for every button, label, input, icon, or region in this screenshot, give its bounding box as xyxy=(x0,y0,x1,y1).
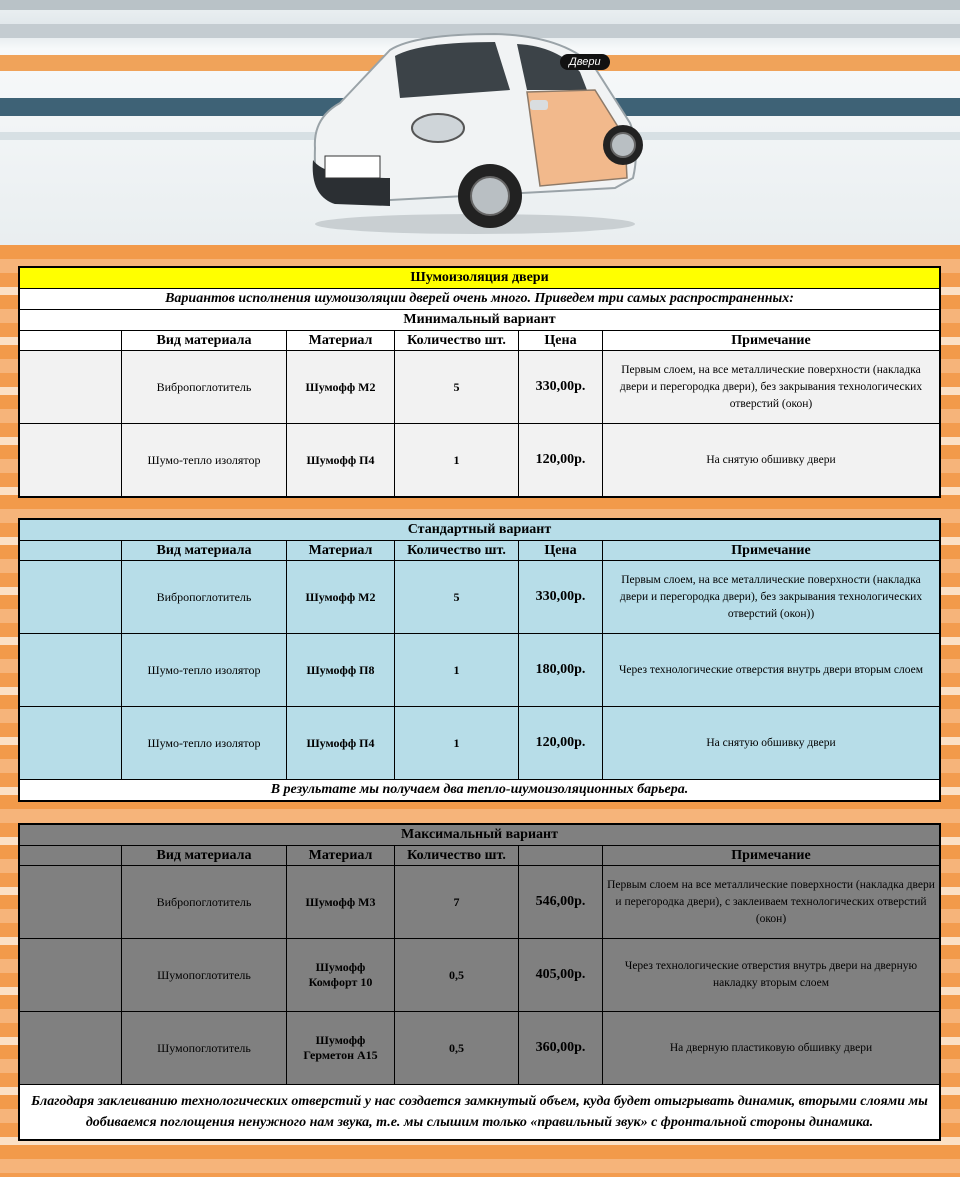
standard-header-row xyxy=(20,541,940,561)
doc-title-row xyxy=(20,268,940,289)
price-cell: 330,00р. xyxy=(519,561,603,634)
table-row xyxy=(20,634,940,707)
qty-cell: 1 xyxy=(395,424,519,497)
qty-cell: 1 xyxy=(395,634,519,707)
standard-result: В результате мы получаем два тепло-шумоизоляционных барьера. xyxy=(20,780,940,801)
material-cell: Шумофф М2 xyxy=(287,561,395,634)
qty-cell: 5 xyxy=(395,351,519,424)
header-qty: Количество шт. xyxy=(395,846,519,866)
header-note: Примечание xyxy=(603,331,940,351)
note-cell: Первым слоем на все металлические поверхности (накладка двери и перегородка двери), с заклеиваем технологических отверстий (окон) xyxy=(603,866,940,939)
qty-cell: 1 xyxy=(395,707,519,780)
material-cell: Шумофф П4 xyxy=(287,707,395,780)
hero-stripe xyxy=(0,0,960,10)
note-cell: На снятую обшивку двери xyxy=(603,707,940,780)
note-cell: На дверную пластиковую обшивку двери xyxy=(603,1012,940,1085)
standard-variant-block xyxy=(18,518,941,802)
maximal-variant-block xyxy=(18,823,941,1141)
header-price-empty xyxy=(519,846,603,866)
intro-row xyxy=(20,289,940,310)
standard-title-row xyxy=(20,520,940,541)
header-price: Цена xyxy=(519,541,603,561)
table-row xyxy=(20,1012,940,1085)
header-empty xyxy=(20,331,122,351)
kind-cell: Вибропоглотитель xyxy=(122,351,287,424)
row-empty-cell xyxy=(20,866,122,939)
table-row xyxy=(20,351,940,424)
price-cell: 360,00р. xyxy=(519,1012,603,1085)
material-cell: Шумофф Герметон А15 xyxy=(287,1012,395,1085)
header-qty: Количество шт. xyxy=(395,331,519,351)
minimal-title: Минимальный вариант xyxy=(20,310,940,331)
price-cell: 180,00р. xyxy=(519,634,603,707)
row-empty-cell xyxy=(20,634,122,707)
header-empty xyxy=(20,846,122,866)
material-cell: Шумофф П8 xyxy=(287,634,395,707)
kind-cell: Вибропоглотитель xyxy=(122,561,287,634)
door-tag-label: Двери xyxy=(560,54,610,70)
material-cell: Шумофф М2 xyxy=(287,351,395,424)
header-qty: Количество шт. xyxy=(395,541,519,561)
header-kind: Вид материала xyxy=(122,331,287,351)
price-cell: 546,00р. xyxy=(519,866,603,939)
standard-variant-table xyxy=(19,519,940,801)
note-cell: Через технологические отверстия внутрь двери вторым слоем xyxy=(603,634,940,707)
standard-result-row xyxy=(20,780,940,801)
standard-title: Стандартный вариант xyxy=(20,520,940,541)
table-row xyxy=(20,866,940,939)
header-kind: Вид материала xyxy=(122,541,287,561)
kind-cell: Шумо-тепло изолятор xyxy=(122,634,287,707)
minimal-variant-block xyxy=(18,266,941,498)
table-row xyxy=(20,424,940,497)
material-cell: Шумофф П4 xyxy=(287,424,395,497)
kind-cell: Шумо-тепло изолятор xyxy=(122,424,287,497)
material-cell: Шумофф Комфорт 10 xyxy=(287,939,395,1012)
table-row xyxy=(20,561,940,634)
minimal-header-row xyxy=(20,331,940,351)
table-row xyxy=(20,707,940,780)
table-row xyxy=(20,939,940,1012)
header-note: Примечание xyxy=(603,541,940,561)
note-cell: Первым слоем, на все металлические поверхности (накладка двери и перегородка двери), без закрывания технологических отверстий (окон) xyxy=(603,351,940,424)
kind-cell: Шумопоглотитель xyxy=(122,1012,287,1085)
kind-cell: Шумо-тепло изолятор xyxy=(122,707,287,780)
row-empty-cell xyxy=(20,707,122,780)
qty-cell: 0,5 xyxy=(395,1012,519,1085)
minimal-variant-table xyxy=(19,267,940,497)
kind-cell: Шумопоглотитель xyxy=(122,939,287,1012)
kind-cell: Вибропоглотитель xyxy=(122,866,287,939)
material-cell: Шумофф М3 xyxy=(287,866,395,939)
maximal-footnote: Благодаря заклеиванию технологических отверстий у нас создается замкнутый объем, куда будет отыгрывать динамик, вторыми слоями мы добиваемся поглощения ненужного нам звука, т.е. мы слышим только «правильный звук» с фронтальной стороны динамика. xyxy=(20,1085,940,1140)
note-cell: Через технологические отверстия внутрь двери на дверную накладку вторым слоем xyxy=(603,939,940,1012)
maximal-header-row xyxy=(20,846,940,866)
header-material: Материал xyxy=(287,541,395,561)
doc-intro: Вариантов исполнения шумоизоляции дверей очень много. Приведем три самых распространенных: xyxy=(20,289,940,310)
maximal-title: Максимальный вариант xyxy=(20,825,940,846)
header-price: Цена xyxy=(519,331,603,351)
price-cell: 330,00р. xyxy=(519,351,603,424)
price-cell: 405,00р. xyxy=(519,939,603,1012)
doc-title: Шумоизоляция двери xyxy=(20,268,940,289)
price-cell: 120,00р. xyxy=(519,707,603,780)
header-kind: Вид материала xyxy=(122,846,287,866)
header-note: Примечание xyxy=(603,846,940,866)
note-cell: На снятую обшивку двери xyxy=(603,424,940,497)
header-material: Материал xyxy=(287,331,395,351)
row-empty-cell xyxy=(20,939,122,1012)
price-cell: 120,00р. xyxy=(519,424,603,497)
minimal-title-row xyxy=(20,310,940,331)
note-cell: Первым слоем, на все металлические поверхности (накладка двери и перегородка двери), без закрывания технологических отверстий (окон)) xyxy=(603,561,940,634)
hero-banner xyxy=(0,0,960,245)
maximal-footnote-row xyxy=(20,1085,940,1140)
row-empty-cell xyxy=(20,424,122,497)
row-empty-cell xyxy=(20,561,122,634)
header-material: Материал xyxy=(287,846,395,866)
row-empty-cell xyxy=(20,351,122,424)
row-empty-cell xyxy=(20,1012,122,1085)
qty-cell: 0,5 xyxy=(395,939,519,1012)
qty-cell: 7 xyxy=(395,866,519,939)
maximal-title-row xyxy=(20,825,940,846)
header-empty xyxy=(20,541,122,561)
maximal-variant-table xyxy=(19,824,940,1140)
qty-cell: 5 xyxy=(395,561,519,634)
